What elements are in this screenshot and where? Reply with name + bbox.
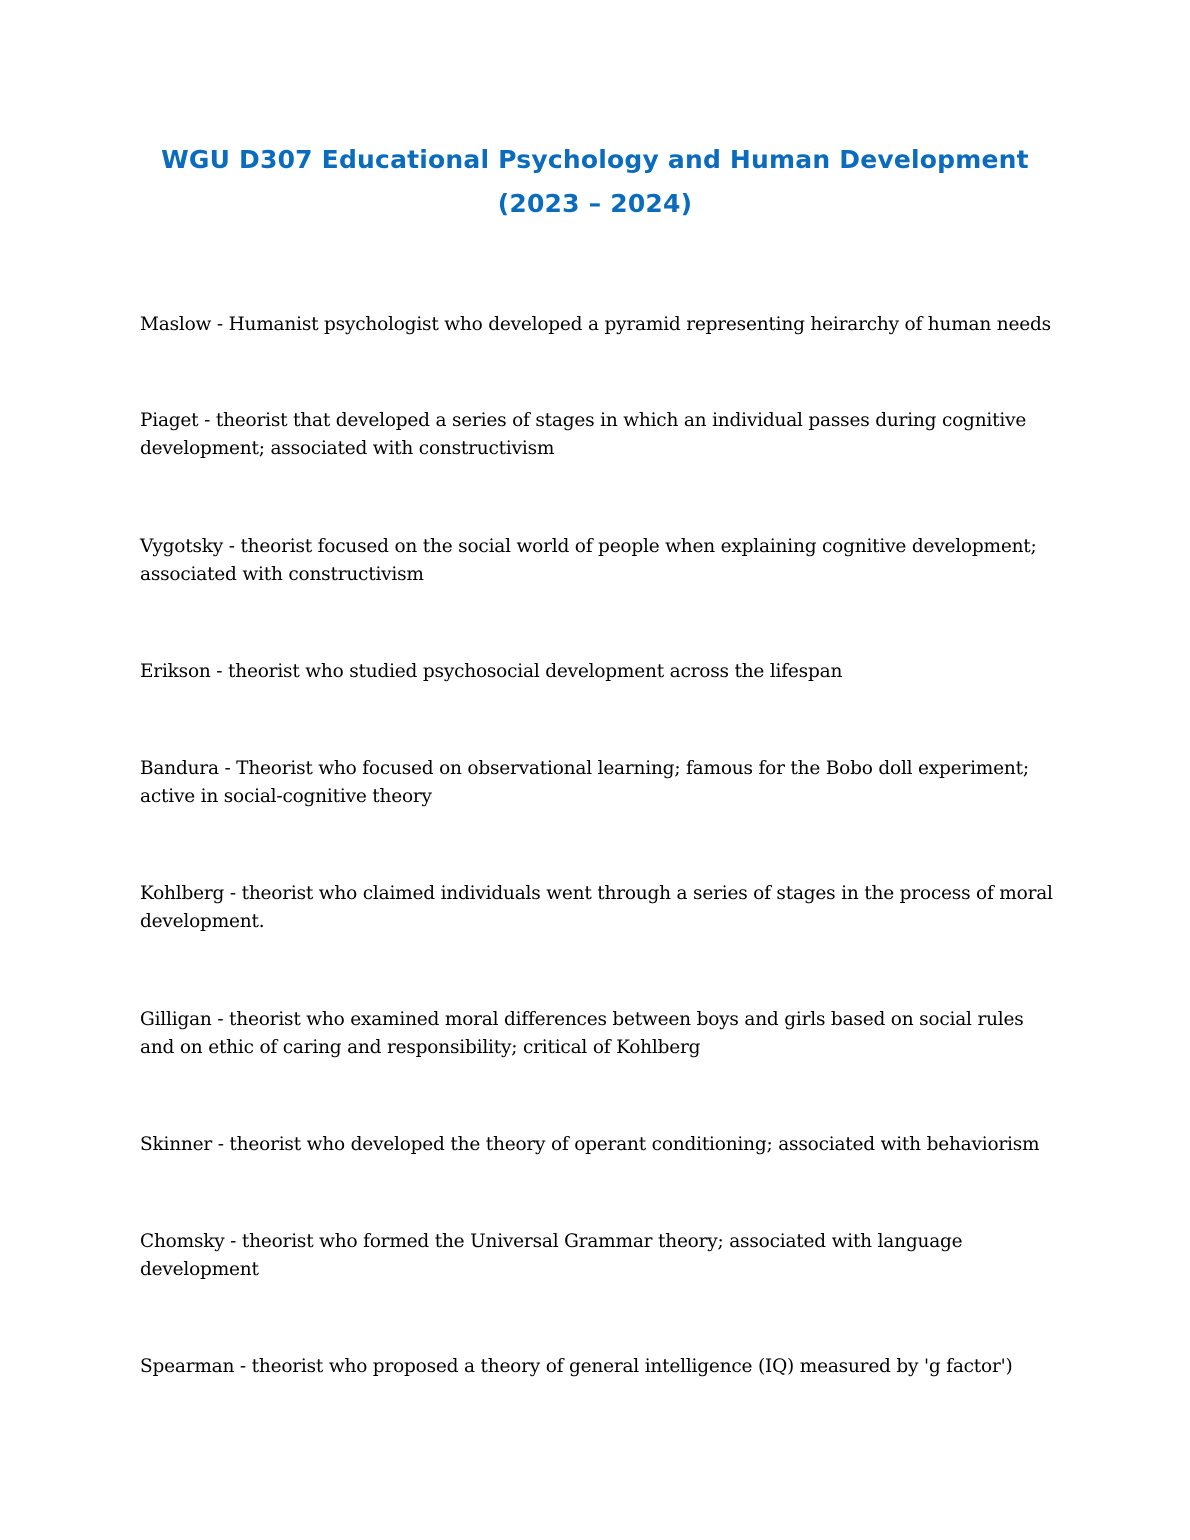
entry-chomsky: Chomsky - theorist who formed the Universal Grammar theory; associated with language development [140,1231,963,1280]
title-line-1: WGU D307 Educational Psychology and Human Development [161,145,1029,174]
entry-spearman: Spearman - theorist who proposed a theory of general intelligence (IQ) measured by 'g factor') [140,1356,1013,1377]
document-title [100,138,1090,226]
entry-piaget: Piaget - theorist that developed a series of stages in which an individual passes during cognitive development; associated with constructivism [140,410,1027,459]
title-line-2: (2023 – 2024) [497,189,693,218]
entry-erikson: Erikson - theorist who studied psychosocial development across the lifespan [140,661,843,682]
entry-maslow: Maslow - Humanist psychologist who developed a pyramid representing heirarchy of human needs [140,314,1051,335]
entry-vygotsky: Vygotsky - theorist focused on the social world of people when explaining cognitive development; associated with constructivism [140,536,1037,585]
entry-kohlberg: Kohlberg - theorist who claimed individuals went through a series of stages in the process of moral development. [140,883,1053,932]
entry-gilligan: Gilligan - theorist who examined moral differences between boys and girls based on social rules and on ethic of caring and responsibility; critical of Kohlberg [140,1009,1024,1058]
entry-bandura: Bandura - Theorist who focused on observational learning; famous for the Bobo doll experiment; active in social-cognitive theory [140,758,1029,807]
entry-skinner: Skinner - theorist who developed the theory of operant conditioning; associated with behaviorism [140,1134,1040,1155]
